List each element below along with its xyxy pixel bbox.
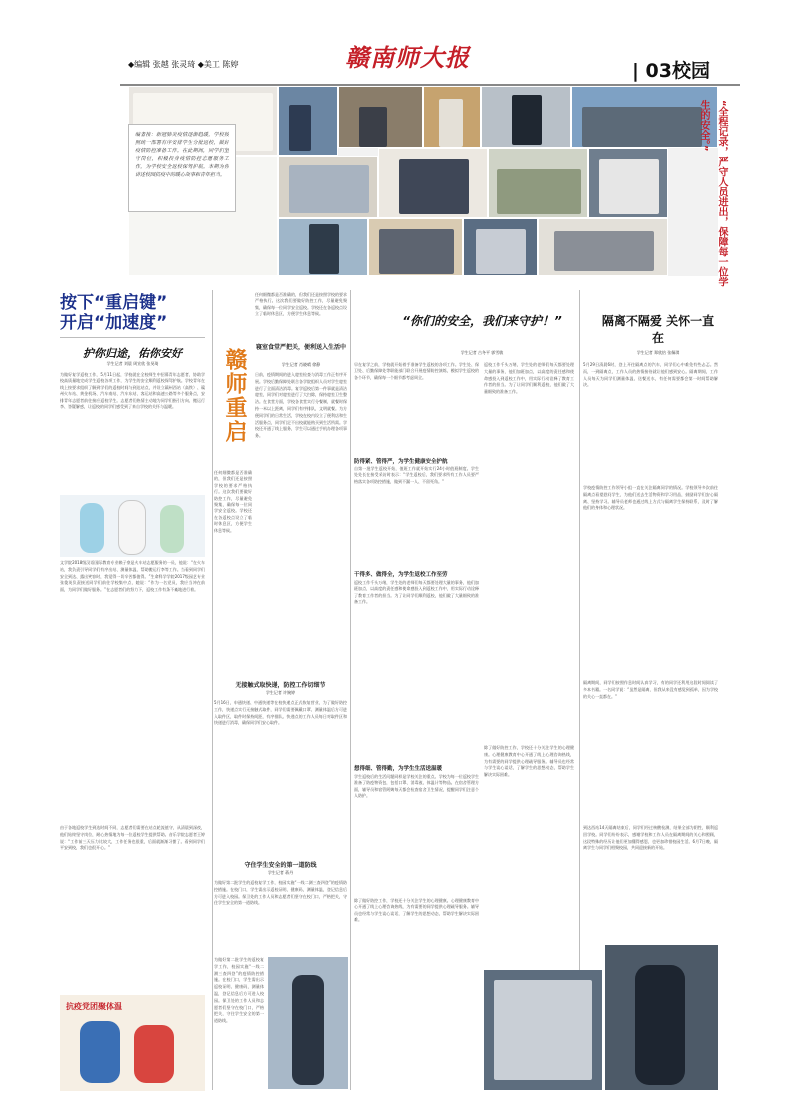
story4-title: 守住学生安全的第一道防线 (244, 862, 317, 869)
photo-11 (278, 218, 368, 276)
story1-title: 护你归途，佑你安好 (83, 347, 182, 360)
story2-byline: 学生记者 肖晓晴 徐静 (281, 362, 321, 367)
col1-rule (212, 290, 213, 1090)
photo-13 (463, 218, 538, 276)
vertical-quote: “全程记录，严守人员进出，保障每一位学生的安全。” (698, 100, 727, 287)
col4-text-b: 学校疫情防控工作领导小组一直在关注隔离同学的情况。学校领导多次前往隔离点看望慰问学生，为他们送去生活物资和学习用品，鼓励同学们安心隔离、坚持学习。辅导员老师也通过线上方式与隔离学生保持联系，及时了解他们的身体和心理状况。 (583, 485, 718, 511)
feature-title-line1: 按下“重启键” (60, 293, 168, 313)
story5-sub1: 防得紧、管得严，为学生健康安全护航 (354, 459, 448, 465)
feature-title (60, 293, 210, 333)
col3-text-e: 除了做好防控工作，学校还十分关注学生的心理健康。心理健康教育中心开通了线上心理咨询热线，为有需要的同学提供心理疏导服务。辅导员也经常与学生谈心谈话，了解学生的思想动态，帮助学生解决实际困难。 (354, 898, 479, 923)
photo-4 (423, 86, 481, 148)
bottom-banner-label: 抗疫党团聚体温 (66, 1002, 122, 1011)
col4-text-a: 5月29日清晨6时，登上开往隔离点的汽车，同学们心中难免有些忐忑。然而，一到隔离点，工作人员的热情接待就让他们感到安心。隔离期间，工作人员每天为同学们测量体温、送餐送水，有任何需要都会第一时间帮助解决。 (583, 362, 718, 388)
masthead-logo: 赣南师大报 (345, 43, 470, 72)
photo-14 (538, 218, 668, 276)
story5-byline: 学生记者 古冬平 郭雪敏 (460, 350, 504, 355)
photo-12 (368, 218, 463, 276)
editor-note-text: 编者按：新冠肺炎疫情逐渐趋缓，学校按照统一部署有序安排学生分批返校，做好疫情防控准备工作。在此期间，同学们坚守岗位，积极投身疫情防控志愿服务工作，为学校安全返校保驾护航。本期为你讲述校园抗疫中的暖心故事和青年担当。 (135, 132, 229, 178)
col3-text-c: 返校工作千头万绪，学生处的老师们每天都要处理大量的事务，他们加班加点，以高度的责任感和使命感投入到返校工作中，用实际行动诠释了教育工作者的担当。为了让同学们顺利返校，他们做了大量细致的准备工作。 (354, 580, 479, 605)
col2-text-c: 5月16日，申通快递、中通快递等在校快递点正式恢复营业，为了做好防控工作，快递点实行无接触式取件，同学们需要佩戴口罩、测量体温后方可进入取件区，取件时保持间距，有序排队。快递点的工作人员每日对取件区和快递进行消毒，确保同学们安心取件。 (214, 700, 347, 726)
col4-text-c: 隔离期间，同学们按照作息时间认真学习，有的同学还利用这段时间阅读了多本书籍。一名同学说：“虽然是隔离，但我从来没有感觉到孤单，因为学校的关心一直都在。” (583, 680, 718, 699)
col3-text-d: 学生返校后的生活问题同样是学校关注的重点。学校为每一位返校学生准备了防疫物资包，包括口罩、消毒液、体温计等物品。在宿舍管理方面，辅导员和宿管阿姨每天都会检查宿舍卫生情况，提醒同学们注意个人防护。 (354, 774, 479, 799)
story1-byline: 学生记者 刘晨 周宣欣 张旻琦 (106, 361, 159, 366)
header-editors: ◆编辑 张越 张灵琦 ◆美工 陈婷 (128, 60, 239, 69)
photo-bottom-left (484, 970, 602, 1090)
col1-text-a: 为做好复学返校工作，5月11日起，学校就在全校师生中招募青年志愿者，协助学校高质量地完成学生返校各项工作，为学生的安全顺利返校保驾护航。学校青年在线上按要求组织了解到学们的返校时间与到达站点，并设立赣州西站（高铁）、赣州火车站、黄金机场、汽车南站、汽车东站、客运站和高速公路等多个服务点，安排青年志愿者前往接应返校学生。志愿者们热情主动地为同学们指引方向、搬运行李、答疑解惑，让返校的同学们感受到了来自学校的关怀与温暖。 (60, 372, 205, 410)
col3-text-a: 早在复学之前，学校就开始着手准备学生返校的各项工作。学生处、保卫处、后勤保障处等职能部门联合开展疫情防控演练，模拟学生返校的各个环节，确保每一个细节都考虑周全。 (354, 362, 479, 380)
col3-right-text-a: 返校工作千头万绪，学生处的老师们每天都要处理大量的事务，他们加班加点，以高度的责任感和使命感投入到返校工作中，用实际行动诠释了教育工作者的担当。为了让同学们顺利返校，他们做了大量细致的准备工作。 (484, 362, 574, 395)
col2-text-b: 日前，疫情期间的进入寝室检查与消毒工作正有序开展。学校后勤保障处联合各学院组织人员对学生寝室进行了全面清洁消毒。复学返校后第一件事就是清洁寝室，同学们对寝室进行了大扫除，保持寝室卫生整洁。在食堂方面，学校各食堂实行分餐制，就餐时保持一米以上距离，同学们有序排队，文明就餐。为方便同学们的日常生活，学校在校内设立了便利店和生活服务点，同学们足不出校就能购买到生活所需。学校还开通了线上服务，学生可以通过手机办理各项事务。 (255, 372, 347, 439)
col2-rule (350, 290, 351, 1090)
section-side-label: 赣师重启 (222, 348, 247, 444)
col1-text-c: 由于各地返校学生到达时间不同，志愿者们需要在站点轮流值守，从清晨到深夜，他们始终坚守岗位，耐心热情地为每一位返校学生提供帮助。音乐学院志愿者王婷说：“工作前三天压力比较大，工作任务也很重，后面就渐渐习惯了。看到同学们平安到校，我们也很开心。” (60, 825, 205, 851)
photo-security-guard (268, 957, 348, 1089)
story5-sub2: 干得多、做得全，为学生返校工作至劳 (354, 572, 448, 578)
photo-7 (278, 156, 378, 218)
story6-title: 隔离不隔爱 关怀一直在 (601, 314, 715, 345)
photo-5 (481, 86, 571, 148)
photo-8 (378, 148, 488, 218)
feature-divider (60, 337, 205, 338)
photo-9 (488, 148, 588, 218)
col1-text-b: 文学院2018级汉语国际教育专业赖子豪是火车站志愿服务的一员，他说：“在火车站，我负责引导同学们有序出站、测量体温、帮助搬运行李等工作。当看到同学们安全到达、露出笑容时，我觉得一切辛苦都值得。”生命科学学院2017级园艺专业张俊英负责接送同学们前往学校集中点，她说：“作为一名党员，我应当冲在前面，为同学们做好服务。”在志愿者们的努力下，返校工作有条不紊地进行着。 (60, 560, 205, 593)
story5-title: “你们的安全，我们来守护！” (402, 314, 562, 328)
photo-10 (588, 148, 668, 218)
photo-3 (338, 86, 423, 148)
col2-text-d: 为做好第二批学生的返校复学工作，校园实施“一线二测三查四登”的疫情防控措施。在校门口，学生需出示返校证明、健康码，测量体温，登记信息后方可进入校园。保卫处的工作人员和志愿者们坚守在校门口，严格把关，守住学生安全的第一道防线。 (214, 880, 347, 906)
col3-right-text-b: 除了做好防控工作，学校还十分关注学生的心理健康。心理健康教育中心开通了线上心理咨询热线，为有需要的同学提供心理疏导服务。辅导员也经常与学生谈心谈话，了解学生的思想动态，帮助学生解决实际困难。 (484, 745, 574, 778)
photo-2 (278, 86, 338, 156)
photo-bottom-right (605, 945, 718, 1090)
story4-byline: 学生记者 蒋丹 (267, 870, 294, 875)
col2-text-a: 任何细微都是否准确的，但我们还是按照学校的要求严格执行。这次我们要做好防控工作，尽量避免聚集，确保每一位同学安全返校。学校还在各返校点设立了临时休息区，方便学生休息等候。 (255, 292, 347, 317)
story5-sub3: 想得细、管得勤，为学生生活送温暖 (354, 766, 443, 772)
col2-text-e: 为做好第二批学生的返校复学工作，校园实施“一线二测三查四登”的疫情防控措施。在校门口，学生需出示返校证明、健康码，测量体温，登记信息后方可进入校园。保卫处的工作人员和志愿者们坚守在校门口，严格把关，守住学生安全的第一道防线。 (214, 957, 264, 1024)
page-label: | 03校园 (632, 60, 710, 82)
story6-byline: 学生记者 郑欣怡 张佩琪 (636, 350, 680, 355)
editor-note (128, 124, 236, 212)
illustration-doctors (60, 495, 205, 557)
feature-title-line2: 开启“加速度” (60, 313, 168, 333)
col4-text-d: 到达西站14天隔离结束后，同学们经过核酸检测，结果全部为阴性，顺利返回学校。同学们纷纷表示，感谢学校和工作人员在隔离期间的关心和照顾，这段特殊的经历让他们更加懂得感恩，也更加珍惜校园生活。6月7日晚，隔离学生与同学们相聚校园，共同迎接新的开始。 (583, 825, 718, 851)
bottom-banner (60, 995, 205, 1091)
side-narrow-fill (214, 470, 252, 675)
side-narrow-text: 任何细微都是否准确的，但我们还是按照学校的要求严格执行。这次我们要做好防控工作，尽量避免聚集，确保每一位同学安全返校。学校还在各返校点设立了临时休息区，方便学生休息等候。 (214, 470, 252, 533)
story3-title: 无接触式取快递，防控工作切细节 (235, 682, 326, 689)
col3-text-b: 自第一批学生返校开始，值班工作就开始实行24小时值班制度。学生处处长在接受采访时表示：“学生返校后，我们要求所有工作人员要严格落实各项防控措施，做到不漏一人、不留死角。” (354, 466, 479, 484)
story3-byline: 学生记者 许婉婷 (265, 690, 296, 695)
story2-title: 寝室食堂严把关，便利送入生活中 (255, 344, 346, 351)
